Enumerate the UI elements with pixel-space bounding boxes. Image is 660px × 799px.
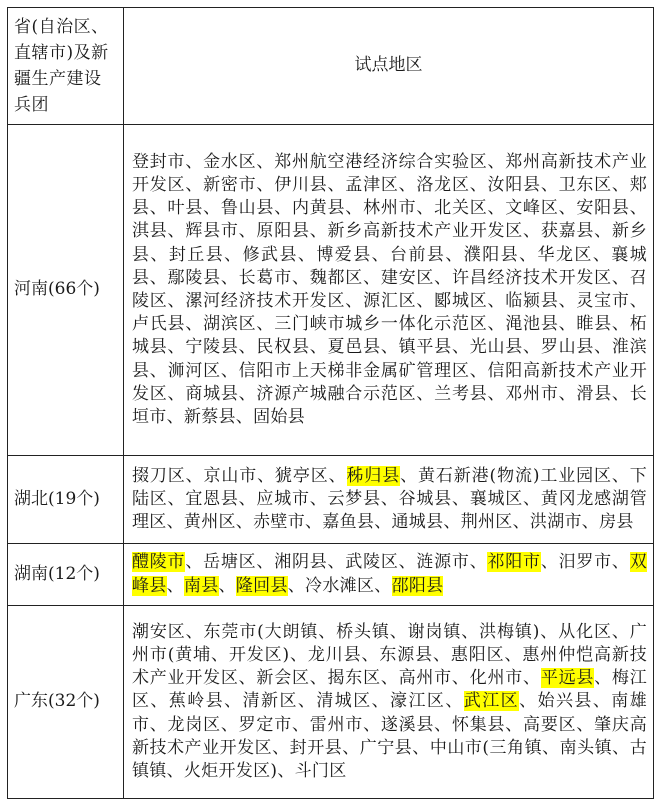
area-text: 掇刀区、京山市、猇亭区、 bbox=[132, 465, 347, 486]
area-text: 、 bbox=[218, 575, 236, 596]
highlighted-area-name: 平远县 bbox=[540, 668, 595, 689]
province-cell: 广东(32个) bbox=[8, 606, 124, 799]
table-row bbox=[8, 544, 654, 606]
table-row bbox=[8, 125, 654, 456]
table-row bbox=[8, 606, 654, 799]
highlighted-area-name: 邵阳县 bbox=[391, 575, 444, 596]
province-cell: 河南(66个) bbox=[8, 125, 124, 456]
province-column-header: 省(自治区、直辖市)及新疆生产建设兵团 bbox=[8, 8, 124, 125]
area-text: 、 bbox=[166, 575, 184, 596]
highlighted-area-name: 醴陵市 bbox=[132, 552, 186, 573]
area-text: 、始兴县、南雄市、龙岗区、罗定市、雷州市、遂溪县、怀集县、高要区、肇庆高新技术产业开发区、封开县、广宁县、中山市(三角镇、南头镇、古镇镇、火炬开发区)、斗门区 bbox=[132, 691, 648, 781]
areas-cell bbox=[124, 456, 654, 544]
highlighted-area-name: 武江区 bbox=[463, 691, 520, 712]
area-text: 、黄石新港(物流)工业园区、下陆区、宜恩县、应城市、云梦县、谷城县、襄城区、黄冈龙感湖管理区、黄州区、赤壁市、嘉鱼县、通城县、荆州区、洪湖市、房县 bbox=[132, 465, 648, 533]
highlighted-area-name: 双峰县 bbox=[132, 552, 647, 596]
highlighted-area-name: 祁阳市 bbox=[487, 552, 541, 573]
province-cell: 湖南(12个) bbox=[8, 544, 124, 606]
area-text: 潮安区、东莞市(大朗镇、桥头镇、谢岗镇、洪梅镇)、从化区、广州市(黄埔、开发区)、龙川县、东源县、惠阳区、惠州仲恺高新技术产业开发区、新会区、揭东区、高州市、化州市、 bbox=[132, 621, 647, 689]
highlighted-area-name: 秭归县 bbox=[346, 465, 401, 486]
table-row bbox=[8, 456, 654, 544]
area-text: 、梅江区、蕉岭县、清新区、清城区、濠江区、 bbox=[132, 668, 647, 712]
area-text: 、汨罗市、 bbox=[540, 552, 630, 573]
area-text: 登封市、金水区、郑州航空港经济综合实验区、郑州高新技术产业开发区、新密市、伊川县、孟津区、洛龙区、汝阳县、卫东区、郏县、叶县、鲁山县、内黄县、林州市、北关区、文峰区、安阳县、淇县、辉县市、原阳县、新乡高新技术产业开发区、获嘉县、新乡县、封丘县、修武县、博爱县、台前县、濮阳县、华龙区、襄城县、鄢陵县、长葛市、魏都区、建安区、许昌经济技术开发区、召陵区、漯河经济技术开发区、源汇区、郾城区、临颍县、灵宝市、卢氏县、湖滨区、三门峡市城乡一体化示范区、渑池县、睢县、柘城县、宁陵县、民权县、夏邑县、镇平县、光山县、罗山县、淮滨县、浉河区、信阳市上天梯非金属矿管理区、信阳高新技术产业开发区、商城县、济源产城融合示范区、兰考县、邓州市、滑县、长垣市、新蔡县、固始县 bbox=[132, 151, 647, 428]
province-cell: 湖北(19个) bbox=[8, 456, 124, 544]
area-text: 、岳塘区、湘阴县、武陵区、涟源市、 bbox=[185, 552, 488, 573]
table-header-row bbox=[8, 8, 654, 125]
area-text: 、冷水滩区、 bbox=[287, 575, 392, 596]
highlighted-area-name: 南县 bbox=[183, 575, 219, 596]
pilot-areas-table bbox=[7, 7, 654, 799]
areas-cell bbox=[124, 606, 654, 799]
highlighted-area-name: 隆回县 bbox=[235, 575, 288, 596]
areas-cell bbox=[124, 125, 654, 456]
areas-cell bbox=[124, 544, 654, 606]
areas-column-header: 试点地区 bbox=[124, 8, 654, 125]
